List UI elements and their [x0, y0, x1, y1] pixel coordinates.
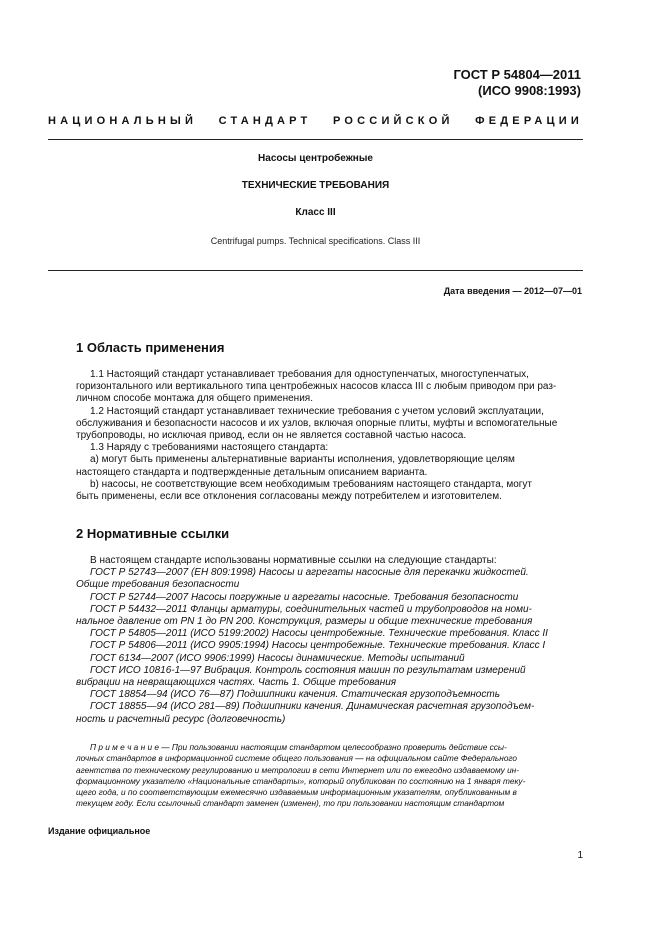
text-line: обслуживания и безопасности насосов и их узлов, включая опорные плиты, муфты и вспомогательные [76, 417, 558, 429]
text-line: личном способе монтажа для общего применения. [76, 393, 313, 405]
section-1-heading: 1 Область применения [76, 340, 225, 355]
reference-line: ГОСТ Р 52744—2007 Насосы погружные и агрегаты насосные. Требования безопасности [90, 591, 519, 603]
note-line: формационному указателю «Национальные стандарты», который опубликован по состоянию на 1 января теку- [76, 775, 526, 786]
divider [48, 139, 583, 140]
reference-line: Общие требования безопасности [76, 579, 240, 591]
text-line: горизонтального или вертикального типа центробежных насосов класса III с любым приводом при раз- [76, 381, 557, 393]
title-english: Centrifugal pumps. Technical specifications. Class III [210, 236, 421, 246]
text-line: a) могут быть применены альтернативные варианты исполнения, удовлетворяющие целям [90, 454, 515, 466]
introduction-date: Дата введения — 2012—07—01 [443, 286, 582, 296]
text-line: 1.2 Настоящий стандарт устанавливает технические требования с учетом условий эксплуатации, [90, 405, 544, 417]
note-line: П р и м е ч а н и е — При пользовании настоящим стандартом целесообразно проверить действие ссы- [90, 742, 507, 752]
title-name: Насосы центробежные [258, 153, 373, 164]
reference-line: ГОСТ Р 52743—2007 (ЕН 809:1998) Насосы и агрегаты насосные для перекачки жидкостей. [90, 567, 529, 579]
banner-word: НАЦИОНАЛЬНЫЙ [48, 115, 198, 127]
iso-reference: (ИСО 9908:1993) [478, 83, 581, 98]
page-number: 1 [577, 850, 583, 861]
reference-line: ГОСТ 18855—94 (ИСО 281—89) Подшипники качения. Динамическая расчетная грузоподъем- [90, 701, 535, 713]
banner-word: ФЕДЕРАЦИИ [475, 115, 583, 127]
reference-line: ГОСТ 18854—94 (ИСО 76—87) Подшипники качения. Статическая грузоподъемность [90, 689, 500, 701]
text-line: b) насосы, не соответствующие всем необходимым требованиям настоящего стандарта, могут [90, 478, 533, 490]
reference-line: ГОСТ Р 54805—2011 (ИСО 5199:2002) Насосы центробежные. Технические требования. Класс II [90, 628, 548, 640]
note-block [76, 742, 583, 810]
banner-word: РОССИЙСКОЙ [333, 115, 454, 127]
text-line: В настоящем стандарте использованы нормативные ссылки на следующие стандарты: [90, 555, 497, 566]
note-line: щего года, и по соответствующим ежемесячно издаваемым информационным указателям, опубликованным в [76, 787, 517, 798]
reference-line: ГОСТ ИСО 10816-1—97 Вибрация. Контроль состояния машин по результатам измерений [90, 664, 526, 676]
reference-line: ность и расчетный ресурс (долговечность) [76, 713, 286, 725]
standard-banner [48, 115, 583, 127]
text-line: 1.1 Настоящий стандарт устанавливает требования для одноступенчатых, многоступенчатых, [90, 369, 529, 380]
text-line: настоящего стандарта и подтвержденные детальным описанием варианта. [76, 466, 428, 478]
text-line: быть применены, если все отклонения согласованы между потребителем и изготовителем. [76, 491, 502, 503]
reference-line: нальное давление от PN 1 до PN 200. Конструкция, размеры и общие технические требования [76, 616, 533, 628]
note-line: текущем году. Если ссылочный стандарт заменен (изменен), то при пользовании настоящим стандартом [76, 798, 505, 809]
banner-word: СТАНДАРТ [218, 115, 312, 127]
section-2-body [76, 555, 583, 726]
reference-line: ГОСТ Р 54806—2011 (ИСО 9905:1994) Насосы центробежные. Технические требования. Класс I [90, 640, 546, 652]
text-line: трубопроводы, но исключая привод, если он не является составной частью насоса. [76, 430, 467, 442]
note-line: агентства по техническому регулированию и метрологии в сети Интернет или по ежегодно издаваемому ин- [76, 764, 520, 775]
reference-line: вибрации на невращающихся частях. Часть 1. Общие требования [76, 677, 397, 689]
title-subtitle: ТЕХНИЧЕСКИЕ ТРЕБОВАНИЯ [241, 180, 390, 191]
document-header [453, 67, 581, 99]
divider [48, 270, 583, 271]
section-2-heading: 2 Нормативные ссылки [76, 526, 230, 541]
publication-label: Издание официальное [48, 826, 151, 836]
standard-code: ГОСТ Р 54804—2011 [453, 67, 581, 82]
reference-line: ГОСТ 6134—2007 (ИСО 9906:1999) Насосы динамические. Методы испытаний [90, 652, 465, 664]
title-class: Класс III [295, 207, 336, 218]
text-line: 1.3 Наряду с требованиями настоящего стандарта: [90, 442, 329, 454]
note-line: лочных стандартов в информационной системе общего пользования — на официальном сайте Федерального [76, 753, 518, 764]
section-1-body [76, 369, 583, 503]
reference-line: ГОСТ Р 54432—2011 Фланцы арматуры, соединительных частей и трубопроводов на номи- [90, 603, 532, 615]
